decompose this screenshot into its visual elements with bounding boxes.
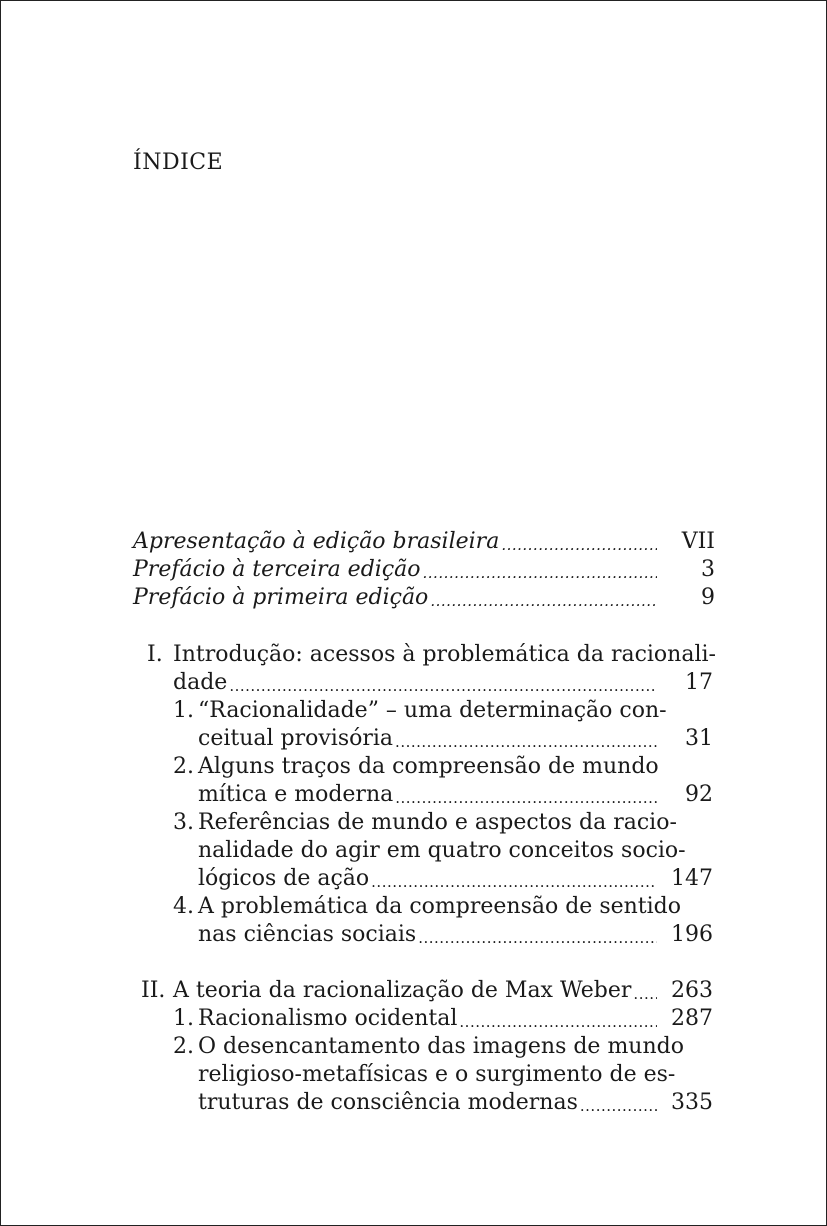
toc-page-number: 92 <box>685 782 713 807</box>
chapter-title-last-line[interactable]: dade ..... <box>173 669 661 697</box>
leader-dots <box>395 731 657 753</box>
chapter-title-line[interactable]: Introdução: acessos à problemática da racionali- <box>173 642 716 667</box>
toc-page-number: 147 <box>671 866 713 891</box>
section-title-last-line[interactable]: lógicos de ação ..... <box>198 865 661 893</box>
leader-dots <box>371 871 657 893</box>
toc-page-number: 9 <box>701 585 715 610</box>
toc-page-number: 287 <box>671 1006 713 1031</box>
leader-dots <box>423 562 657 584</box>
chapter-numeral: II. <box>141 978 166 1003</box>
leader-dots <box>580 1095 657 1117</box>
toc-entry-front[interactable] <box>133 528 661 556</box>
section-title-last-line[interactable]: ceitual provisória ..... <box>198 725 661 753</box>
toc-entry-front[interactable] <box>133 584 661 612</box>
toc-page-number: 17 <box>685 670 713 695</box>
leader-dots <box>459 1011 657 1033</box>
leader-dots <box>229 675 657 697</box>
toc-page-number: VII <box>681 529 715 554</box>
section-number: 1. <box>173 698 194 723</box>
leader-dots <box>430 590 657 612</box>
toc-page-number: 196 <box>671 922 713 947</box>
section-number: 4. <box>173 894 194 919</box>
toc-page-number: 31 <box>685 726 713 751</box>
toc-entry-front[interactable] <box>133 556 661 584</box>
chapter-title-last-line[interactable]: A teoria da racionalização de Max Weber ..... <box>173 977 661 1005</box>
leader-dots <box>418 927 657 949</box>
section-number: 2. <box>173 754 194 779</box>
leader-dots <box>501 534 657 556</box>
toc-page-number: 263 <box>671 978 713 1003</box>
leader-dots <box>395 787 657 809</box>
section-title-last-line[interactable]: truturas de consciência modernas ..... <box>198 1089 661 1117</box>
section-title-line[interactable]: O desencantamento das imagens de mundo <box>198 1034 684 1059</box>
index-title: ÍNDICE <box>133 150 224 175</box>
toc-entry-title: Prefácio à terceira edição <box>133 557 421 582</box>
section-title-last-line[interactable]: Racionalismo ocidental ..... <box>198 1005 661 1033</box>
section-title-line[interactable]: “Racionalidade” – uma determinação con- <box>198 698 667 723</box>
toc-entry-title: Prefácio à primeira edição <box>133 585 429 610</box>
section-title-line[interactable]: religioso-metafísicas e o surgimento de es- <box>198 1062 676 1087</box>
chapter-numeral: I. <box>147 642 163 667</box>
section-title-line[interactable]: Referências de mundo e aspectos da racio- <box>198 810 677 835</box>
toc-page-number: 3 <box>701 557 715 582</box>
section-number: 1. <box>173 1006 194 1031</box>
toc-entry-title: Apresentação à edição brasileira <box>133 529 500 554</box>
section-title-line[interactable]: Alguns traços da compreensão de mundo <box>198 754 659 779</box>
section-number: 3. <box>173 810 194 835</box>
section-title-last-line[interactable]: nas ciências sociais ..... <box>198 921 661 949</box>
section-title-last-line[interactable]: mítica e moderna ..... <box>198 781 661 809</box>
toc-page-number: 335 <box>671 1090 713 1115</box>
section-title-line[interactable]: nalidade do agir em quatro conceitos socio- <box>198 838 686 863</box>
section-title-line[interactable]: A problemática da compreensão de sentido <box>198 894 682 919</box>
section-number: 2. <box>173 1034 194 1059</box>
